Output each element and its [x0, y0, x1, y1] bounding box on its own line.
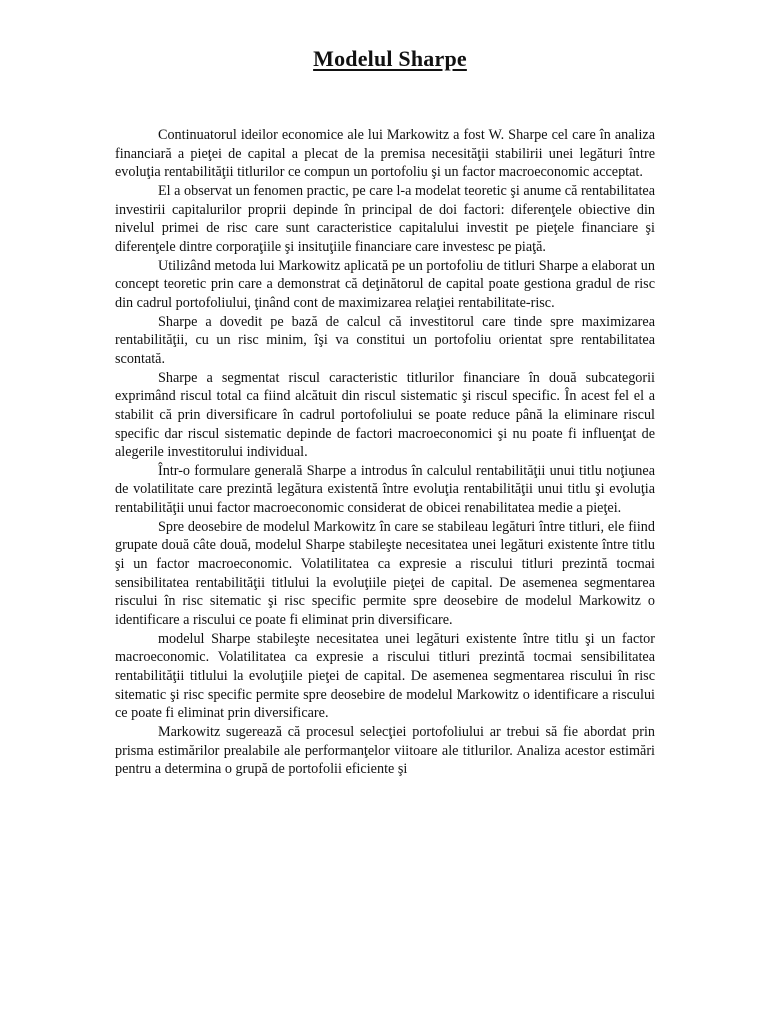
- paragraph: Spre deosebire de modelul Markowitz în care se stabileau legături între titluri, ele fiind grupate două câte două, modelul Sharpe stabileşte necesitatea unei legături existente între titlu şi un factor macroeconomic. Volatilitatea ca expresie a riscului titluri prezintă tocmai sensibilitatea rentabilităţii titlului la evoluţiile pieţei de capital. De asemenea segmentarea riscului în risc sitematic şi risc specific permite spre deosebire de modelul Markowitz o identificare a riscului ce poate fi eliminat prin diversificare.: [115, 518, 655, 629]
- paragraph: Într-o formulare generală Sharpe a introdus în calculul rentabilităţii unui titlu noţiunea de volatilitate care prezintă legătura existentă între evoluţia rentabilităţii unui titlu şi evoluţia rentabilităţii unui factor macroeconomic considerat de obicei renabilitatea medie a pieţei.: [115, 462, 655, 517]
- paragraph: Sharpe a dovedit pe bază de calcul că investitorul care tinde spre maximizarea rentabilităţii, cu un risc minim, îşi va constitui un portofoliu orientat spre rentabilitatea scontată.: [115, 313, 655, 367]
- paragraph: El a observat un fenomen practic, pe care l-a modelat teoretic şi anume că rentabilitatea investirii capitalurilor proprii depinde în principal de doi factori: diferenţele obiective din nivelul primei de risc care sunt caracteristice capitalului investit pe pieţele financiare şi diferenţele dintre corporaţiile şi insituţiile financiare care investesc pe piaţă.: [115, 182, 655, 255]
- paragraph: modelul Sharpe stabileşte necesitatea unei legături existente între titlu şi un factor macroeconomic. Volatilitatea ca expresie a riscului titluri prezintă tocmai sensibilitatea rentabilităţii titlului la evoluţiile pieţei de capital. De asemenea segmentarea riscului în risc sitematic şi risc specific permite spre deosebire de modelul Markowitz o identificare a riscului ce poate fi eliminat prin diversificare.: [115, 630, 655, 722]
- document-body: [115, 126, 655, 779]
- paragraph: Markowitz sugerează că procesul selecţiei portofoliului ar trebui să fie abordat prin prisma estimărilor prealabile ale performanţelor viitoare ale titlurilor. Analiza acestor estimări pentru a determina o grupă de portofolii eficiente şi: [115, 724, 655, 778]
- paragraph: Utilizând metoda lui Markowitz aplicată pe un portofoliu de titluri Sharpe a elaborat un concept teoretic prin care a demonstrat că deţinătorul de capital poate gestiona gradul de risc din cadrul portofoliului, ţinând cont de maximizarea relaţiei rentabilitate-risc.: [115, 257, 655, 311]
- paragraph: Continuatorul ideilor economice ale lui Markowitz a fost W. Sharpe cel care în analiza financiară a pieţei de capital a plecat de la premisa necesităţii stabilirii unei legături între evoluţia rentabilităţii titlurilor ce compun un portofoliu şi un factor macroeconomic acceptat.: [115, 127, 655, 181]
- page-title: Modelul Sharpe: [313, 46, 467, 71]
- paragraph: Sharpe a segmentat riscul caracteristic titlurilor financiare în două subcategorii exprimând riscul total ca fiind alcătuit din riscul sistematic şi riscul specific. În acest fel el a stabilit că prin diversificare în cadrul portofoliului se poate reduce până la eliminare riscul specific dar riscul sistematic depinde de factori macroeconomici şi nu poate fi influenţat de alegerile investitorului individual.: [115, 369, 655, 461]
